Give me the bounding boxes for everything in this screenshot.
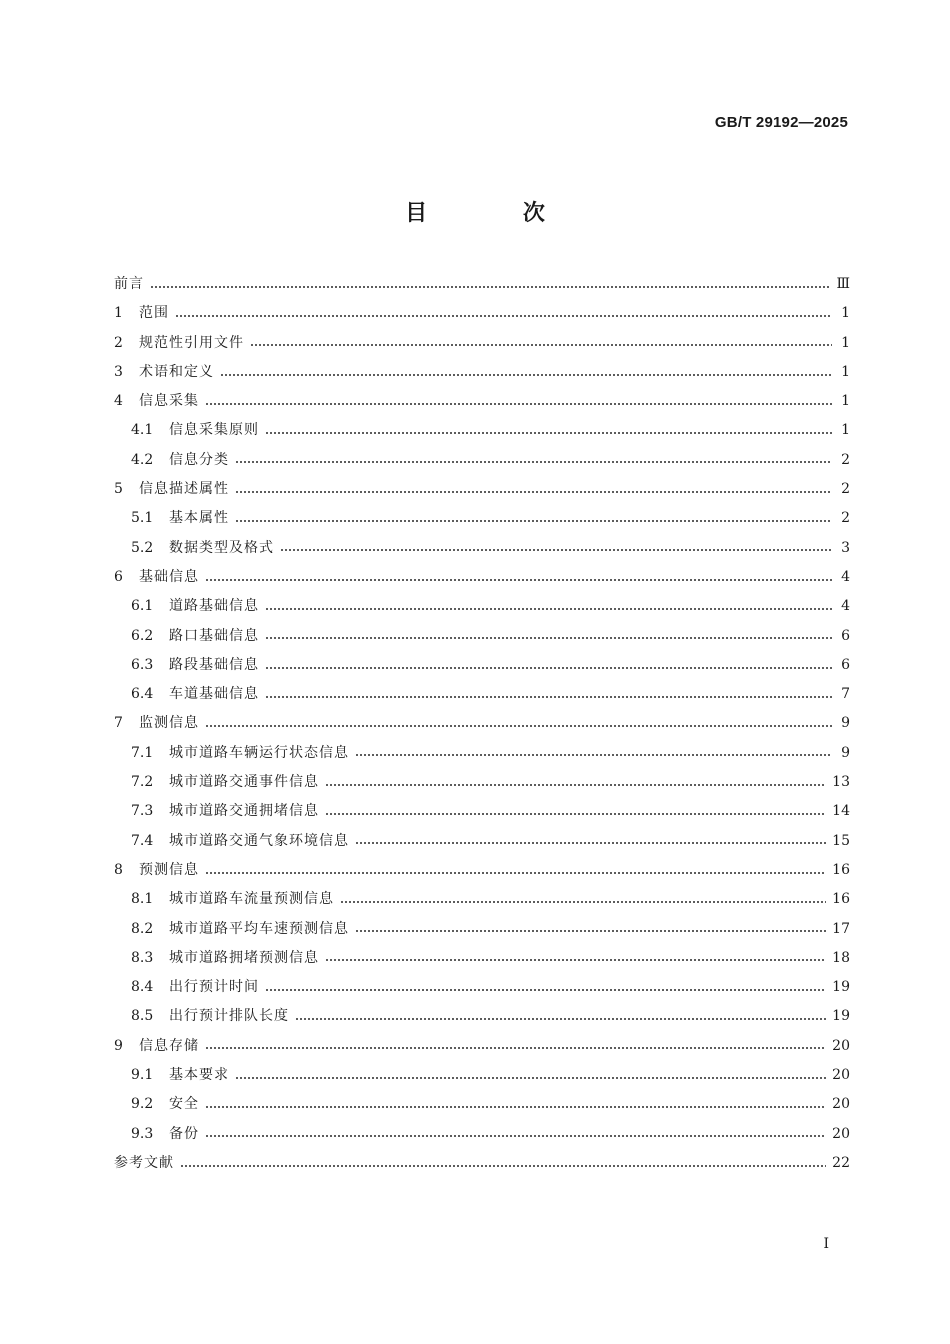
page-number: Ⅰ bbox=[823, 1236, 829, 1252]
toc-entry-title: 信息分类 bbox=[169, 451, 229, 468]
dot-leader bbox=[205, 579, 832, 581]
toc-entry-page: 18 bbox=[832, 949, 850, 966]
toc-entry-page: 20 bbox=[832, 1067, 850, 1084]
toc-entry-title: 路段基础信息 bbox=[169, 656, 259, 673]
dot-leader bbox=[280, 549, 832, 551]
toc-entry[interactable] bbox=[114, 680, 850, 709]
toc-entry-title: 参考文献 bbox=[114, 1154, 174, 1171]
toc-entry-page: 22 bbox=[832, 1154, 850, 1171]
toc-entry-page: Ⅲ bbox=[836, 276, 850, 292]
toc-entry-page: 2 bbox=[841, 451, 850, 468]
toc-entry[interactable] bbox=[114, 1120, 850, 1149]
toc-entry-title: 城市道路平均车速预测信息 bbox=[169, 920, 349, 937]
toc-entry-title: 基本属性 bbox=[169, 510, 229, 527]
toc-entry-title: 出行预计排队长度 bbox=[169, 1008, 289, 1025]
dot-leader bbox=[180, 1165, 826, 1167]
toc-entry[interactable] bbox=[114, 299, 850, 328]
toc-entry-page: 15 bbox=[832, 832, 850, 849]
toc-entry[interactable] bbox=[114, 651, 850, 680]
toc-entry-page: 17 bbox=[832, 920, 850, 937]
toc-entry-number: 8 bbox=[114, 861, 123, 878]
toc-entry-number: 9.2 bbox=[131, 1096, 154, 1113]
dot-leader bbox=[265, 608, 832, 610]
toc-entry[interactable] bbox=[114, 358, 850, 387]
toc-entry-number: 8.2 bbox=[131, 920, 154, 937]
dot-leader bbox=[235, 491, 832, 493]
toc-entry-title: 安全 bbox=[169, 1096, 199, 1113]
dot-leader bbox=[325, 813, 826, 815]
toc-entry[interactable] bbox=[114, 1090, 850, 1119]
toc-entry[interactable] bbox=[114, 856, 850, 885]
toc-entry[interactable] bbox=[114, 885, 850, 914]
toc-entry-number: 5.2 bbox=[131, 539, 154, 556]
toc-entry-number: 6.3 bbox=[131, 656, 154, 673]
dot-leader bbox=[235, 461, 832, 463]
dot-leader bbox=[325, 959, 826, 961]
toc-entry[interactable] bbox=[114, 973, 850, 1002]
toc-entry-page: 6 bbox=[841, 656, 850, 673]
toc-entry-title: 基本要求 bbox=[169, 1067, 229, 1084]
toc-entry-title: 道路基础信息 bbox=[169, 598, 259, 615]
toc-entry-number: 6.2 bbox=[131, 627, 154, 644]
dot-leader bbox=[250, 344, 832, 346]
toc-entry-title: 基础信息 bbox=[139, 568, 199, 585]
toc-entry-number: 4 bbox=[114, 393, 123, 410]
dot-leader bbox=[265, 989, 826, 991]
toc-entry[interactable] bbox=[114, 1032, 850, 1061]
toc-entry[interactable] bbox=[114, 1061, 850, 1090]
toc-entry-title: 路口基础信息 bbox=[169, 627, 259, 644]
toc-entry-page: 1 bbox=[841, 393, 850, 410]
dot-leader bbox=[205, 725, 832, 727]
toc-entry-page: 14 bbox=[832, 803, 850, 820]
toc-entry[interactable] bbox=[114, 1149, 850, 1178]
toc-entry-number: 9 bbox=[114, 1037, 123, 1054]
dot-leader bbox=[220, 374, 832, 376]
toc-entry-number: 6.1 bbox=[131, 598, 154, 615]
toc-entry-title: 预测信息 bbox=[139, 861, 199, 878]
toc-entry[interactable] bbox=[114, 827, 850, 856]
toc-entry-title: 城市道路车辆运行状态信息 bbox=[169, 744, 349, 761]
toc-entry[interactable] bbox=[114, 534, 850, 563]
toc-entry-title: 信息采集原则 bbox=[169, 422, 259, 439]
toc-entry-page: 1 bbox=[841, 305, 850, 322]
toc-entry-page: 4 bbox=[841, 598, 850, 615]
toc-entry-page: 3 bbox=[841, 539, 850, 556]
toc-entry-number: 9.1 bbox=[131, 1067, 154, 1084]
dot-leader bbox=[205, 403, 832, 405]
toc-entry-title: 范围 bbox=[139, 305, 169, 322]
toc-entry-number: 8.5 bbox=[131, 1008, 154, 1025]
toc-entry-page: 2 bbox=[841, 510, 850, 527]
toc-entry-page: 20 bbox=[832, 1096, 850, 1113]
toc-entry-number: 8.3 bbox=[131, 949, 154, 966]
toc-entry[interactable] bbox=[114, 915, 850, 944]
toc-entry-number: 8.1 bbox=[131, 891, 154, 908]
toc-entry-page: 9 bbox=[841, 715, 850, 732]
toc-entry-title: 城市道路交通事件信息 bbox=[169, 774, 319, 791]
dot-leader bbox=[205, 872, 826, 874]
toc-entry-title: 城市道路交通拥堵信息 bbox=[169, 803, 319, 820]
dot-leader bbox=[355, 930, 826, 932]
toc-entry[interactable] bbox=[114, 270, 850, 299]
toc-entry-title: 车道基础信息 bbox=[169, 686, 259, 703]
dot-leader bbox=[340, 901, 826, 903]
toc-entry[interactable] bbox=[114, 563, 850, 592]
dot-leader bbox=[265, 637, 832, 639]
toc-entry-page: 6 bbox=[841, 627, 850, 644]
toc-entry[interactable] bbox=[114, 387, 850, 416]
dot-leader bbox=[150, 286, 830, 288]
toc-entry-number: 4.1 bbox=[131, 422, 154, 439]
toc-entry-title: 城市道路拥堵预测信息 bbox=[169, 949, 319, 966]
toc-entry-page: 1 bbox=[841, 363, 850, 380]
dot-leader bbox=[265, 667, 832, 669]
toc-entry-page: 2 bbox=[841, 481, 850, 498]
toc-entry-page: 7 bbox=[841, 686, 850, 703]
dot-leader bbox=[265, 696, 832, 698]
toc-entry-number: 7.1 bbox=[131, 744, 154, 761]
toc-entry-title: 规范性引用文件 bbox=[139, 334, 244, 351]
toc-entry-number: 3 bbox=[114, 363, 123, 380]
toc-entry-number: 9.3 bbox=[131, 1125, 154, 1142]
toc-entry-page: 16 bbox=[832, 891, 850, 908]
dot-leader bbox=[205, 1135, 826, 1137]
toc-entry[interactable] bbox=[114, 592, 850, 621]
dot-leader bbox=[205, 1047, 826, 1049]
toc-entry[interactable] bbox=[114, 944, 850, 973]
toc-entry-page: 13 bbox=[832, 774, 850, 791]
toc-entry-title: 备份 bbox=[169, 1125, 199, 1142]
dot-leader bbox=[235, 520, 832, 522]
toc-entry-number: 6 bbox=[114, 568, 123, 585]
dot-leader bbox=[205, 1106, 826, 1108]
toc-entry-title: 信息采集 bbox=[139, 393, 199, 410]
toc-entry-page: 19 bbox=[832, 979, 850, 996]
toc-entry-page: 20 bbox=[832, 1037, 850, 1054]
page-title: 目 次 bbox=[405, 201, 589, 226]
toc-entry-number: 4.2 bbox=[131, 451, 154, 468]
toc-entry-number: 5 bbox=[114, 481, 123, 498]
dot-leader bbox=[325, 784, 826, 786]
toc-entry[interactable] bbox=[114, 622, 850, 651]
toc-entry-number: 5.1 bbox=[131, 510, 154, 527]
dot-leader bbox=[355, 842, 826, 844]
toc-entry[interactable] bbox=[114, 709, 850, 738]
toc-entry-page: 4 bbox=[841, 568, 850, 585]
standard-code: GB/T 29192—2025 bbox=[714, 114, 848, 131]
toc-entry-number: 7 bbox=[114, 715, 123, 732]
toc-entry-page: 1 bbox=[841, 334, 850, 351]
toc-entry-title: 术语和定义 bbox=[139, 363, 214, 380]
toc-entry[interactable] bbox=[114, 504, 850, 533]
toc-entry-title: 信息描述属性 bbox=[139, 481, 229, 498]
toc-entry[interactable] bbox=[114, 797, 850, 826]
table-of-contents bbox=[114, 270, 850, 1178]
toc-entry-number: 1 bbox=[114, 305, 123, 322]
toc-entry-title: 前言 bbox=[114, 276, 144, 292]
toc-entry[interactable] bbox=[114, 446, 850, 475]
toc-entry-page: 20 bbox=[832, 1125, 850, 1142]
toc-entry-number: 8.4 bbox=[131, 979, 154, 996]
toc-entry-number: 2 bbox=[114, 334, 123, 351]
dot-leader bbox=[175, 315, 832, 317]
toc-entry[interactable] bbox=[114, 768, 850, 797]
toc-entry[interactable] bbox=[114, 329, 850, 358]
toc-entry-title: 城市道路交通气象环境信息 bbox=[169, 832, 349, 849]
toc-entry-number: 7.3 bbox=[131, 803, 154, 820]
toc-entry-page: 9 bbox=[841, 744, 850, 761]
toc-entry-title: 数据类型及格式 bbox=[169, 539, 274, 556]
toc-entry[interactable] bbox=[114, 739, 850, 768]
toc-entry-title: 城市道路车流量预测信息 bbox=[169, 891, 334, 908]
toc-entry[interactable] bbox=[114, 416, 850, 445]
dot-leader bbox=[295, 1018, 826, 1020]
toc-entry-title: 出行预计时间 bbox=[169, 979, 259, 996]
toc-entry[interactable] bbox=[114, 475, 850, 504]
toc-entry-title: 信息存储 bbox=[139, 1037, 199, 1054]
toc-entry-page: 16 bbox=[832, 861, 850, 878]
toc-entry[interactable] bbox=[114, 1002, 850, 1031]
toc-entry-page: 1 bbox=[841, 422, 850, 439]
toc-entry-page: 19 bbox=[832, 1008, 850, 1025]
dot-leader bbox=[265, 432, 832, 434]
dot-leader bbox=[235, 1077, 826, 1079]
toc-entry-number: 7.4 bbox=[131, 832, 154, 849]
toc-entry-title: 监测信息 bbox=[139, 715, 199, 732]
toc-entry-number: 7.2 bbox=[131, 774, 154, 791]
dot-leader bbox=[355, 754, 832, 756]
toc-entry-number: 6.4 bbox=[131, 686, 154, 703]
